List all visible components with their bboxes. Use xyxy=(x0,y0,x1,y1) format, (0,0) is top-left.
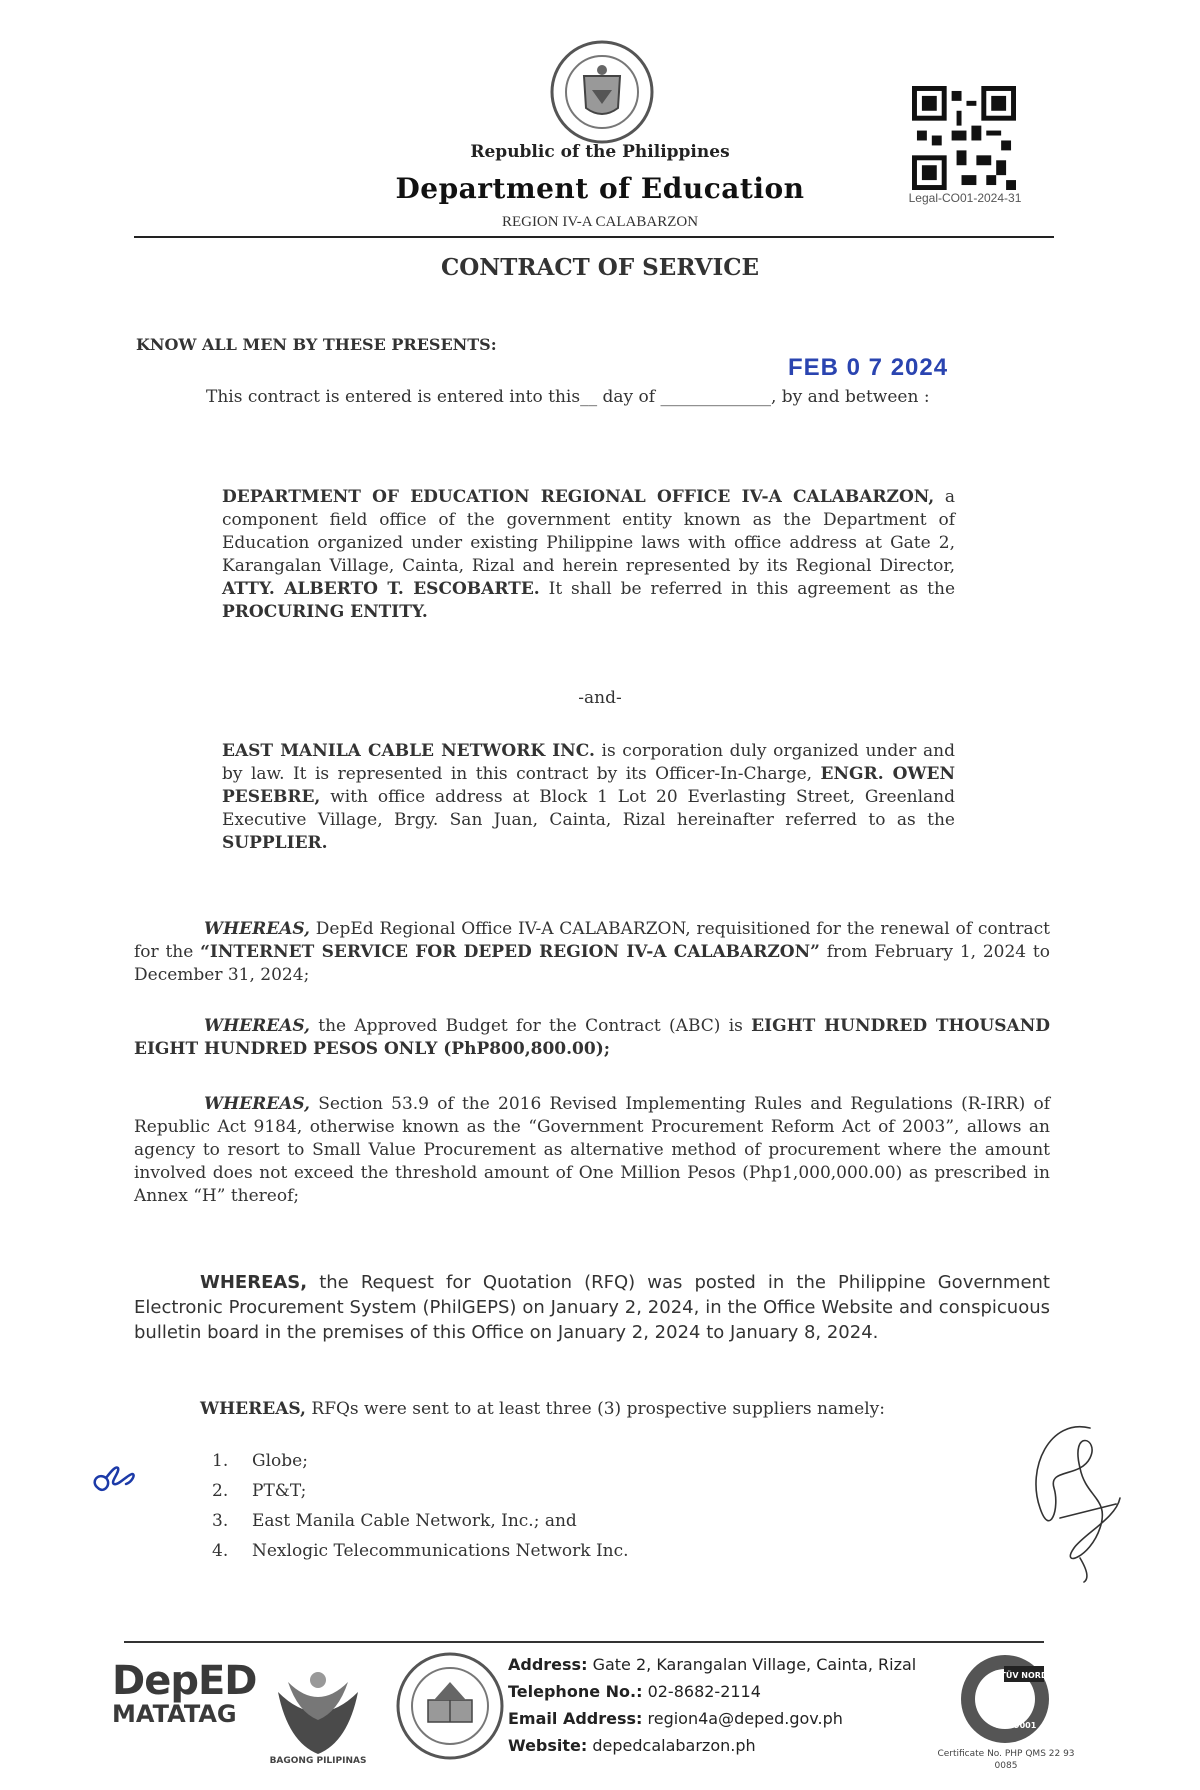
whereas-lead: WHEREAS, xyxy=(204,919,310,939)
list-item-text: Globe; xyxy=(252,1451,308,1471)
whereas-text: the Request for Quotation (RFQ) was posted in the Philippine Government Electronic Procurement System (PhilGEPS) on January 2, 2024, in the Office Website and conspicuous bulletin board in the premises of this Office on January 2, 2024 to January 8, 2024. xyxy=(134,1272,1050,1343)
whereas-paragraph-2 xyxy=(134,1015,1050,1061)
telephone-value: 02-8682-2114 xyxy=(642,1682,761,1701)
party1-text1: a component field office of the government entity known as the Department of Education organized under existing Philippine laws with office address at Gate 2, Karangalan Village, Cainta, Rizal and herein represented by its Regional Director, xyxy=(222,487,955,576)
whereas-bold: “INTERNET SERVICE FOR DEPED REGION IV-A CALABARZON” xyxy=(200,942,820,962)
regional-seal-icon xyxy=(394,1650,506,1762)
department-heading: Department of Education xyxy=(395,172,805,205)
whereas-lead: WHEREAS, xyxy=(200,1399,306,1419)
website-label: Website: xyxy=(508,1736,588,1755)
certificate-number: Certificate No. PHP QMS 22 93 0085 xyxy=(937,1749,1075,1771)
deped-seal-icon xyxy=(548,38,656,146)
list-item-number: 3. xyxy=(212,1511,229,1531)
party2-name: EAST MANILA CABLE NETWORK INC. xyxy=(222,741,595,761)
whereas-lead: WHEREAS, xyxy=(204,1016,310,1036)
address-value: Gate 2, Karangalan Village, Cainta, Rizal xyxy=(587,1655,917,1674)
initials-mark-icon xyxy=(88,1462,142,1502)
qr-code-icon xyxy=(912,86,1016,190)
page-title: CONTRACT OF SERVICE xyxy=(440,254,760,281)
and-separator: -and- xyxy=(578,688,622,708)
list-item xyxy=(212,1446,629,1476)
intro-blank: _____________ xyxy=(660,387,771,407)
intro-text-before: This contract is entered is entered into this__ day of xyxy=(206,387,656,407)
whereas-text: DepEd Regional Office IV-A CALABARZON, requisitioned for the renewal of contract for the xyxy=(134,919,1050,962)
republic-heading: Republic of the Philippines xyxy=(470,142,730,162)
whereas-paragraph-3 xyxy=(134,1093,1050,1208)
deped-logo-text: DepED xyxy=(112,1658,257,1704)
supplier-list xyxy=(212,1446,629,1566)
whereas-text: RFQs were sent to at least three (3) prospective suppliers namely: xyxy=(305,1399,885,1419)
telephone-label: Telephone No.: xyxy=(508,1682,643,1701)
list-item-number: 1. xyxy=(212,1451,229,1471)
party2-rep: ENGR. OWEN PESEBRE, xyxy=(222,764,955,807)
whereas-text: Section 53.9 of the 2016 Revised Implementing Rules and Regulations (R-IRR) of Republic Act 9184, otherwise known as the “Government Procurement Reform Act of 2003”, allows an agency to resort to Small Value Procurement as alternative method of procurement where the amount involved does not exceed the threshold amount of One Million Pesos (Php1,000,000.00) as prescribed in Annex “H” thereof; xyxy=(134,1094,1050,1206)
list-item-number: 2. xyxy=(212,1481,229,1501)
bagong-pilipinas-text: BAGONG PILIPINAS xyxy=(269,1756,367,1766)
whereas-text: from February 1, 2024 to December 31, 2024; xyxy=(134,942,1050,985)
list-item xyxy=(212,1536,629,1566)
party2-text2: with office address at Block 1 Lot 20 Everlasting Street, Greenland Executive Village, Brgy. San Juan, Cainta, Rizal hereinafter referred to as the xyxy=(222,787,955,830)
intro-paragraph xyxy=(136,386,1052,409)
list-item xyxy=(212,1506,629,1536)
list-item-text: East Manila Cable Network, Inc.; and xyxy=(252,1511,577,1531)
know-all-heading: KNOW ALL MEN BY THESE PRESENTS: xyxy=(136,335,497,354)
party1-role: PROCURING ENTITY. xyxy=(222,602,428,622)
footer-contact xyxy=(508,1651,916,1759)
address-label: Address: xyxy=(508,1655,588,1674)
whereas-paragraph-4 xyxy=(134,1270,1050,1345)
list-item-text: Nexlogic Telecommunications Network Inc. xyxy=(252,1541,629,1561)
party1-rep: ATTY. ALBERTO T. ESCOBARTE. xyxy=(222,579,540,599)
email-label: Email Address: xyxy=(508,1709,643,1728)
matatag-logo-text: MATATAG xyxy=(112,1700,237,1728)
signature-icon xyxy=(1020,1408,1130,1584)
website-value: depedcalabarzon.ph xyxy=(587,1736,756,1755)
intro-text-after: , by and between : xyxy=(770,387,930,407)
procuring-entity-paragraph xyxy=(222,486,955,624)
whereas-text: the Approved Budget for the Contract (ABC) is xyxy=(309,1016,752,1036)
list-item xyxy=(212,1476,629,1506)
whereas-lead: WHEREAS, xyxy=(204,1094,310,1114)
region-heading: REGION IV-A CALABARZON xyxy=(501,214,699,230)
whereas-paragraph-5 xyxy=(200,1398,1050,1421)
tuv-iso-certification-icon xyxy=(958,1652,1052,1746)
party2-role: SUPPLIER. xyxy=(222,833,328,853)
deped-matatag-logo xyxy=(112,1658,257,1728)
tuv-text: TÜV NORD xyxy=(1000,1671,1048,1680)
whereas-bold: EIGHT HUNDRED THOUSAND EIGHT HUNDRED PESOS ONLY (PhP800,800.00); xyxy=(134,1016,1050,1059)
iso-text: ISO 9001 xyxy=(995,1721,1037,1730)
list-item-text: PT&T; xyxy=(252,1481,307,1501)
header-divider xyxy=(134,236,1054,238)
qr-code-label: Legal-CO01-2024-31 xyxy=(908,191,1022,205)
whereas-lead: WHEREAS, xyxy=(200,1272,308,1293)
email-value: region4a@deped.gov.ph xyxy=(642,1709,843,1728)
footer-divider xyxy=(124,1641,1044,1643)
list-item-number: 4. xyxy=(212,1541,229,1561)
whereas-paragraph-1 xyxy=(134,918,1050,987)
date-stamp: FEB 0 7 2024 xyxy=(788,354,949,381)
party2-text1: is corporation duly organized under and by law. It is represented in this contract by its Officer-In-Charge, xyxy=(222,741,955,784)
supplier-paragraph xyxy=(222,740,955,855)
party1-name: DEPARTMENT OF EDUCATION REGIONAL OFFICE IV-A CALABARZON, xyxy=(222,487,935,507)
party1-text2: It shall be referred in this agreement as the xyxy=(539,579,955,599)
